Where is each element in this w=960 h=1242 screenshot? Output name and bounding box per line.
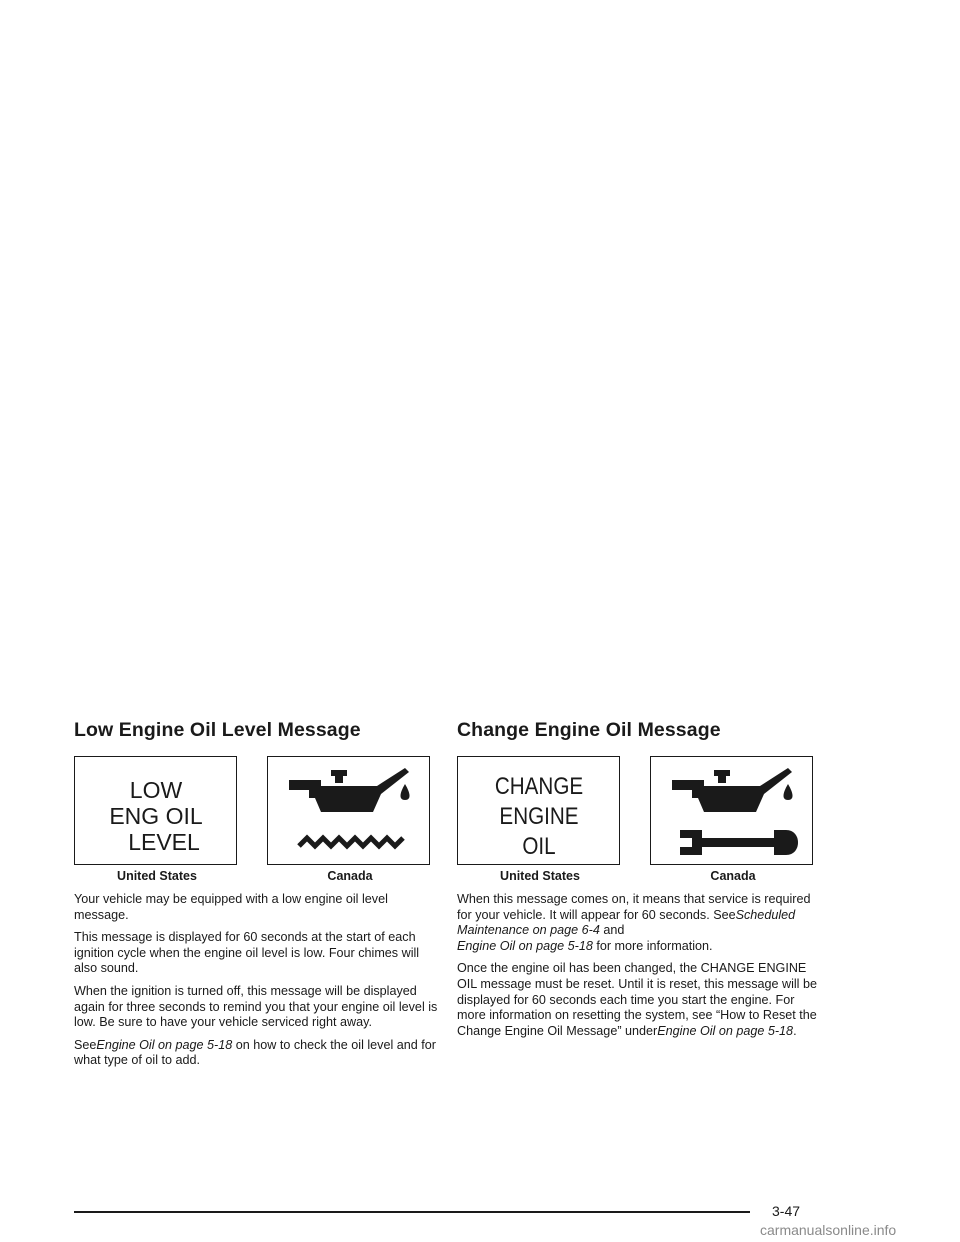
- display-line-1: CHANGE: [494, 772, 583, 799]
- cross-reference-link[interactable]: Engine Oil on page 5-18: [96, 1037, 233, 1052]
- figure-row: [457, 756, 823, 884]
- figure-canada: [267, 756, 433, 884]
- paragraph-text: When this message comes on, it means that service is required for your vehicle. It will appear for 60 seconds. See: [457, 892, 811, 922]
- paragraph-text: See: [74, 1037, 97, 1052]
- paragraph: [457, 961, 823, 1039]
- caption-canada: Canada: [327, 869, 373, 883]
- display-line-1: LOW: [129, 776, 182, 803]
- paragraph: This message is displayed for 60 seconds at the start of each ignition cycle when the engine oil level is low. Four chimes will also sound.: [74, 930, 420, 976]
- low-oil-section: [74, 716, 440, 1076]
- figure-us: [74, 756, 240, 884]
- symbol-box: [650, 756, 813, 865]
- cross-reference-link[interactable]: Engine Oil on page 5-18: [457, 938, 593, 953]
- figure-us: [457, 756, 623, 884]
- paragraph-text: Once the engine oil has been changed, the CHANGE ENGINE OIL message must be reset. Until it is reset, this message will be displayed for 60 seconds each time you start the engine. For more information on resetting the system, see “How to Reset the Change Engine Oil Message” under: [457, 961, 817, 1038]
- display-line-3: LEVEL: [127, 828, 200, 855]
- paragraph-text: on how to check the oil level and for what type of oil to add.: [74, 1037, 436, 1068]
- display-line-2: ENG OIL: [108, 802, 203, 829]
- figure-canada: [650, 756, 816, 884]
- paragraph-text: and: [603, 923, 625, 938]
- cross-reference-link[interactable]: Scheduled Maintenance on page 6-4: [457, 907, 796, 938]
- paragraph: [457, 892, 823, 954]
- oil-can-level-icon: [269, 758, 429, 864]
- page-number: 3-47: [772, 1203, 801, 1219]
- cross-reference-link[interactable]: Engine Oil on page 5-18: [657, 1023, 794, 1038]
- paragraph: [74, 1038, 440, 1069]
- change-oil-body: [457, 892, 823, 1039]
- symbol-box: [267, 756, 430, 865]
- caption-united-states: United States: [117, 869, 197, 883]
- section-heading-change-oil: Change Engine Oil Message: [457, 719, 721, 741]
- paragraph: When the ignition is turned off, this message will be displayed again for three seconds to remind you that your engine oil level is low. Be sure to have your vehicle serviced right away.: [74, 983, 438, 1030]
- low-eng-oil-level-display: [76, 758, 236, 864]
- oil-can-wrench-icon: [652, 758, 812, 864]
- change-oil-section: [457, 716, 823, 1046]
- display-message-box: [457, 756, 620, 865]
- wrench-icon: [680, 830, 798, 855]
- watermark: carmanualsonline.info: [760, 1222, 897, 1238]
- footer-rule: [74, 1211, 750, 1213]
- display-line-2: ENGINE: [498, 802, 579, 829]
- paragraph-text: .: [793, 1023, 797, 1038]
- display-message-box: [74, 756, 237, 865]
- caption-canada: Canada: [710, 869, 756, 883]
- low-oil-body: [74, 892, 440, 1069]
- change-engine-oil-display: [459, 758, 619, 864]
- figure-row: [74, 756, 440, 884]
- caption-united-states: United States: [500, 869, 580, 883]
- paragraph-text: for more information.: [596, 938, 713, 953]
- wavy-line-icon: [299, 838, 403, 846]
- paragraph: Your vehicle may be equipped with a low engine oil level message.: [74, 892, 388, 922]
- section-heading-low-oil: Low Engine Oil Level Message: [74, 719, 361, 741]
- display-line-3: OIL: [521, 832, 556, 859]
